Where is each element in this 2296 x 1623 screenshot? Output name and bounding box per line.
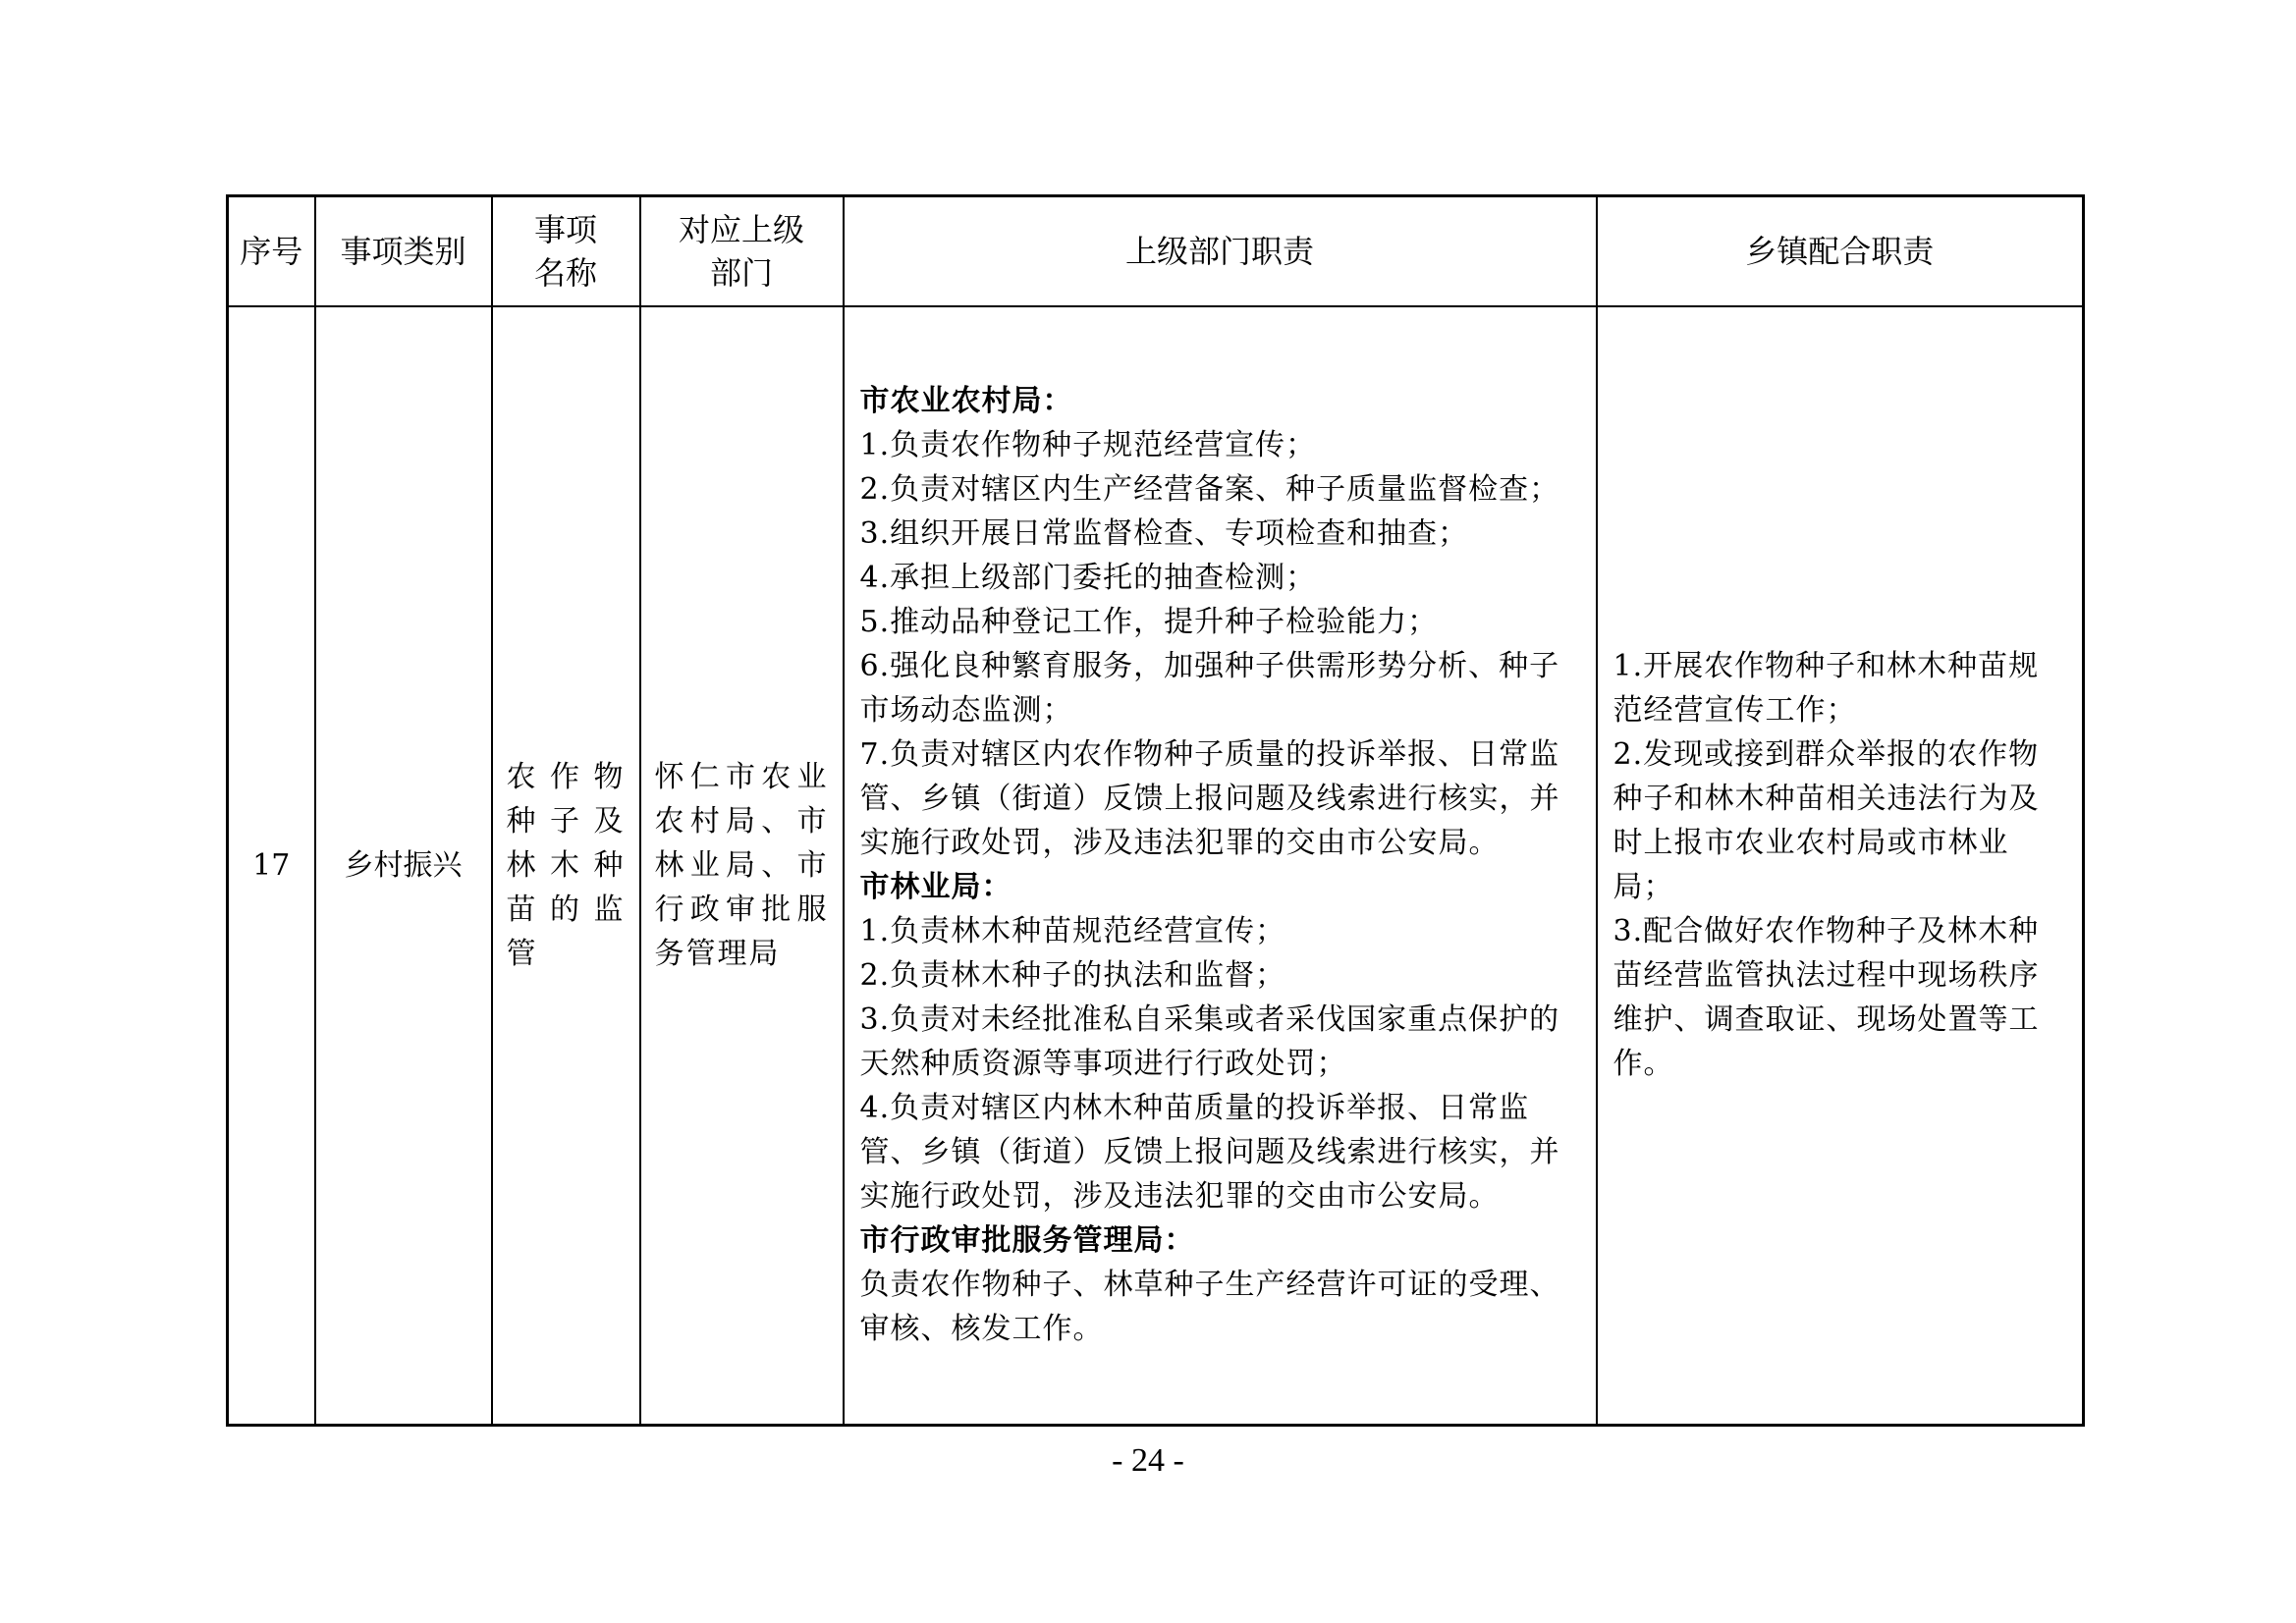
table-row <box>228 306 2084 1426</box>
agri-duty-item: 2.负责对辖区内生产经营备案、种子质量监督检查； <box>859 472 1560 508</box>
header-upper-duty: 上级部门职责 <box>844 196 1597 306</box>
table-header-row <box>228 196 2084 306</box>
agri-duty-item: 4.承担上级部门委托的抽查检测； <box>859 561 1317 596</box>
cell-dept: 怀仁市农业农村局、市林业局、市行政审批服务管理局 <box>640 306 844 1426</box>
cell-upper-duty <box>844 306 1597 1426</box>
cell-item-name: 农作物种子及林木种苗的监管 <box>492 306 640 1426</box>
cell-seq: 17 <box>228 306 315 1426</box>
approval-duty-item: 负责农作物种子、林草种子生产经营许可证的受理、审核、核发工作。 <box>859 1268 1560 1347</box>
town-duty-item: 1.开展农作物种子和林木种苗规范经营宣传工作； <box>1613 649 2040 729</box>
header-dept: 对应上级部门 <box>640 196 844 306</box>
approval-bureau-heading: 市行政审批服务管理局： <box>859 1223 1195 1259</box>
forest-bureau-heading: 市林业局： <box>859 870 1012 905</box>
upper-duty-block <box>845 379 1596 1351</box>
agri-duty-item: 3.组织开展日常监督检查、专项检查和抽查； <box>859 516 1469 552</box>
duty-table <box>226 194 2085 1427</box>
header-item-name: 事项名称 <box>492 196 640 306</box>
agri-duty-item: 1.负责农作物种子规范经营宣传； <box>859 428 1317 463</box>
agri-duty-item: 6.强化良种繁育服务，加强种子供需形势分析、种子市场动态监测； <box>859 649 1560 729</box>
cell-category: 乡村振兴 <box>315 306 492 1426</box>
town-duty-block <box>1598 644 2083 1086</box>
header-category: 事项类别 <box>315 196 492 306</box>
forest-duty-item: 4.负责对辖区内林木种苗质量的投诉举报、日常监管、乡镇（街道）反馈上报问题及线索进行核实，并实施行政处罚，涉及违法犯罪的交由市公安局。 <box>859 1091 1560 1215</box>
agri-duty-item: 7.负责对辖区内农作物种子质量的投诉举报、日常监管、乡镇（街道）反馈上报问题及线索进行核实，并实施行政处罚，涉及违法犯罪的交由市公安局。 <box>859 737 1560 861</box>
cell-town-duty <box>1597 306 2084 1426</box>
page-number: - 24 - <box>1112 1442 1184 1479</box>
town-duty-item: 3.配合做好农作物种子及林木种苗经营监管执法过程中现场秩序维护、调查取证、现场处置等工作。 <box>1613 914 2040 1082</box>
forest-duty-item: 1.负责林木种苗规范经营宣传； <box>859 914 1286 949</box>
forest-duty-item: 2.负责林木种子的执法和监督； <box>859 958 1286 994</box>
agri-duty-item: 5.推动品种登记工作，提升种子检验能力； <box>859 605 1439 640</box>
header-seq: 序号 <box>228 196 315 306</box>
forest-duty-item: 3.负责对未经批准私自采集或者采伐国家重点保护的天然种质资源等事项进行行政处罚； <box>859 1002 1560 1082</box>
town-duty-item: 2.发现或接到群众举报的农作物种子和林木种苗相关违法行为及时上报市农业农村局或市林业局； <box>1613 737 2040 905</box>
header-town-duty: 乡镇配合职责 <box>1597 196 2084 306</box>
agri-bureau-heading: 市农业农村局： <box>859 384 1073 419</box>
